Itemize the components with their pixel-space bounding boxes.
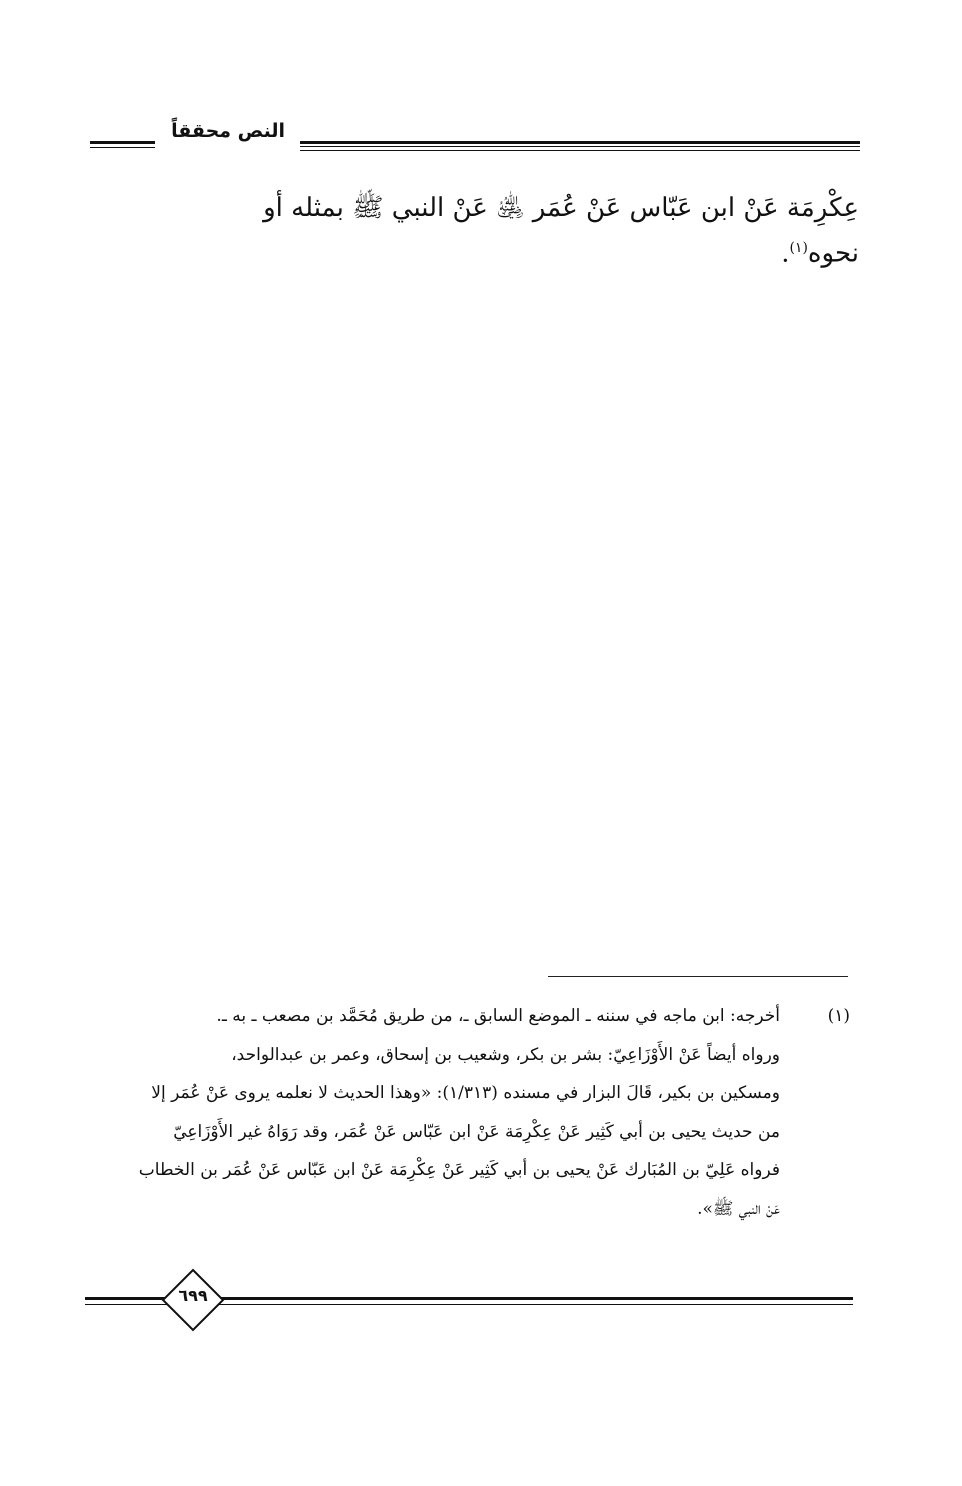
page-number: ٦٩٩ — [178, 1286, 208, 1305]
footnote-line: ورواه أيضاً عَنْ الأَوْزَاعِيّ: بشر بن بكر، وشعيب بن إسحاق، وعمر بن عبدالواحد، — [231, 1044, 780, 1065]
footnote-line: ومسكين بن بكير، قَالَ البزار في مسنده (١/٣١٣): «وهذا الحديث لا نعلمه يروى عَنْ عُمَر إلا — [151, 1083, 780, 1103]
footnote-reference[interactable]: (١) — [789, 240, 808, 256]
footer-rule-left-thin — [85, 1304, 167, 1305]
main-text — [179, 188, 859, 274]
footnote-line: فرواه عَلِيّ بن المُبَارك عَنْ يحيى بن أبي كَثِير عَنْ عِكْرِمَة عَنْ ابن عَبّاس عَنْ عُمَر بن الخطاب — [138, 1160, 780, 1180]
footnote-line: من حديث يحيى بن أبي كَثِير عَنْ عِكْرِمَة عَنْ ابن عَبّاس عَنْ عُمَر، وقد رَوَاهُ غير الأَوْزَاعِيّ — [173, 1121, 780, 1142]
footnote-number: (١) — [827, 1006, 850, 1026]
page-header — [90, 120, 860, 156]
footer-rule-right-thin — [219, 1304, 853, 1305]
header-rule-right — [300, 141, 860, 147]
main-text-body: عِكْرِمَة عَنْ ابن عَبّاس عَنْ عُمَر ﵁ عَنْ النبي ﷺ بمثله أو نحوه — [263, 193, 859, 269]
footnote-body — [88, 997, 780, 1228]
footnote-line: عَنْ النبي ﷺ». — [697, 1198, 780, 1219]
footnote — [88, 997, 850, 1228]
page-footer — [85, 1268, 853, 1336]
footer-rule-right — [219, 1297, 853, 1300]
footnote-separator — [548, 976, 848, 977]
header-title: النص محققاً — [171, 120, 285, 142]
footnote-line: أخرجه: ابن ماجه في سننه ـ الموضع السابق ـ، من طريق مُحَمَّد بن مصعب ـ به ـ. — [216, 1006, 780, 1026]
footer-rule-left — [85, 1297, 167, 1300]
header-rule-left — [90, 141, 155, 144]
main-text-end: . — [781, 238, 790, 269]
